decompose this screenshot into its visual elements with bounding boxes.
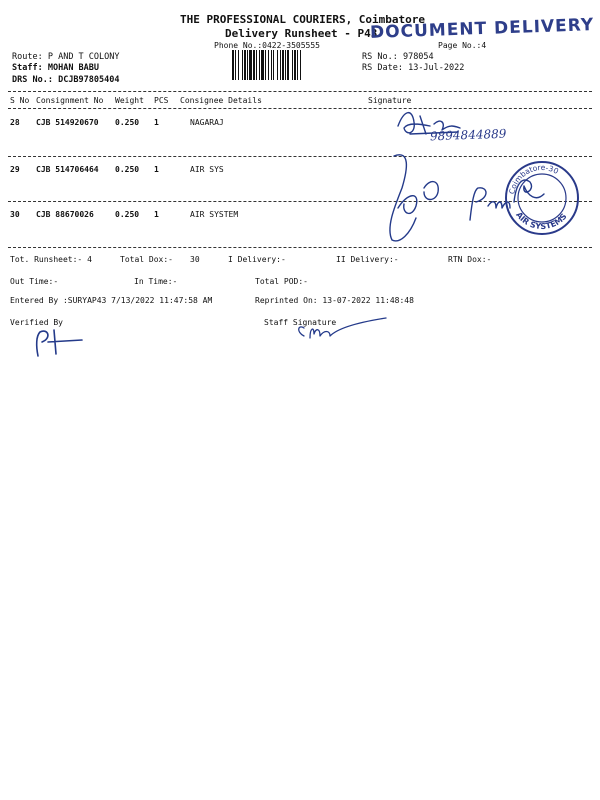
- total-pod: Total POD:-: [255, 277, 308, 286]
- total-dox-count: 30: [190, 255, 200, 264]
- row-consignee: AIR SYS: [190, 165, 224, 174]
- document-title: Delivery Runsheet - P43: [225, 27, 378, 40]
- round-stamp: [503, 158, 581, 242]
- in-time: In Time:-: [134, 277, 178, 286]
- row-sno: 30: [10, 210, 20, 219]
- entered-by: Entered By :SURYAP43 7/13/2022 11:47:58 AM: [10, 296, 213, 305]
- rtn-dox: RTN Dox:-: [448, 255, 492, 264]
- route-label: Route:: [12, 52, 43, 62]
- company-name: THE PROFESSIONAL COURIERS, Coimbatore: [180, 13, 426, 26]
- barcode-bar: [301, 50, 302, 80]
- verified-signature: [30, 326, 90, 364]
- barcode: [232, 50, 352, 80]
- row-consignee: NAGARAJ: [190, 118, 224, 127]
- divider: [8, 247, 592, 248]
- row-consignee: AIR SYSTEM: [190, 210, 239, 219]
- route-value: P AND T COLONY: [47, 52, 120, 62]
- row-consignment: CJB 514920670: [36, 118, 99, 127]
- ii-delivery: II Delivery:-: [336, 255, 399, 264]
- drs-line: [12, 75, 120, 85]
- total-dox-label: Total Dox:-: [120, 255, 173, 264]
- staff-value: MOHAN BABU: [47, 63, 100, 73]
- divider: [8, 108, 592, 109]
- col-header-sno: S No: [10, 96, 30, 105]
- row-consignment: CJB 88670026: [36, 210, 94, 219]
- drs-label: DRS No.:: [12, 75, 53, 85]
- route-line: [12, 52, 120, 62]
- divider: [8, 201, 592, 202]
- reprinted-on: Reprinted On: 13-07-2022 11:48:48: [255, 296, 414, 305]
- row-weight: 0.250: [115, 118, 140, 127]
- document-delivery-stamp: DOCUMENT DELIVERY: [369, 15, 595, 43]
- divider: [8, 91, 592, 92]
- rs-date-label: RS Date:: [362, 63, 403, 73]
- staff-line: [12, 63, 99, 73]
- staff-label: Staff:: [12, 63, 43, 73]
- rs-no-line: [362, 52, 434, 62]
- out-time: Out Time:-: [10, 277, 59, 286]
- handwritten-phone: 9894844889: [429, 126, 507, 144]
- col-header-weight: Weight: [115, 96, 144, 105]
- signature-row-29: [380, 148, 450, 252]
- col-header-signature: Signature: [368, 96, 412, 105]
- row-sno: 29: [10, 165, 20, 174]
- row-pcs: 1: [154, 210, 159, 219]
- verified-by-label: Verified By: [10, 318, 63, 327]
- col-header-consignment: Consignment No: [36, 96, 104, 105]
- rs-no-value: 978054: [402, 52, 434, 62]
- signature-row-30: [464, 172, 554, 236]
- rs-date-value: 13-Jul-2022: [408, 63, 465, 73]
- col-header-pcs: PCS: [154, 96, 169, 105]
- row-pcs: 1: [154, 118, 159, 127]
- row-weight: 0.250: [115, 165, 140, 174]
- i-delivery: I Delivery:-: [228, 255, 286, 264]
- stamp-outer-text: AIR SYSTEMS: [514, 210, 569, 232]
- row-sno: 28: [10, 118, 20, 127]
- divider: [8, 156, 592, 157]
- staff-signature-label: Staff Signature: [264, 318, 337, 327]
- rs-no-label: RS No.:: [362, 52, 398, 62]
- stamp-inner-text: Coimbatore-30: [507, 162, 561, 195]
- drs-value: DCJB97805404: [58, 75, 120, 85]
- total-runsheet: Tot. Runsheet:- 4: [10, 255, 92, 264]
- col-header-consignee: Consignee Details: [180, 96, 262, 105]
- row-consignment: CJB 514706464: [36, 165, 99, 174]
- row-weight: 0.250: [115, 210, 140, 219]
- phone-number: Phone No.:0422-3505555: [214, 41, 320, 50]
- row-pcs: 1: [154, 165, 159, 174]
- rs-date-line: [362, 63, 464, 73]
- page-number: Page No.:4: [438, 41, 487, 50]
